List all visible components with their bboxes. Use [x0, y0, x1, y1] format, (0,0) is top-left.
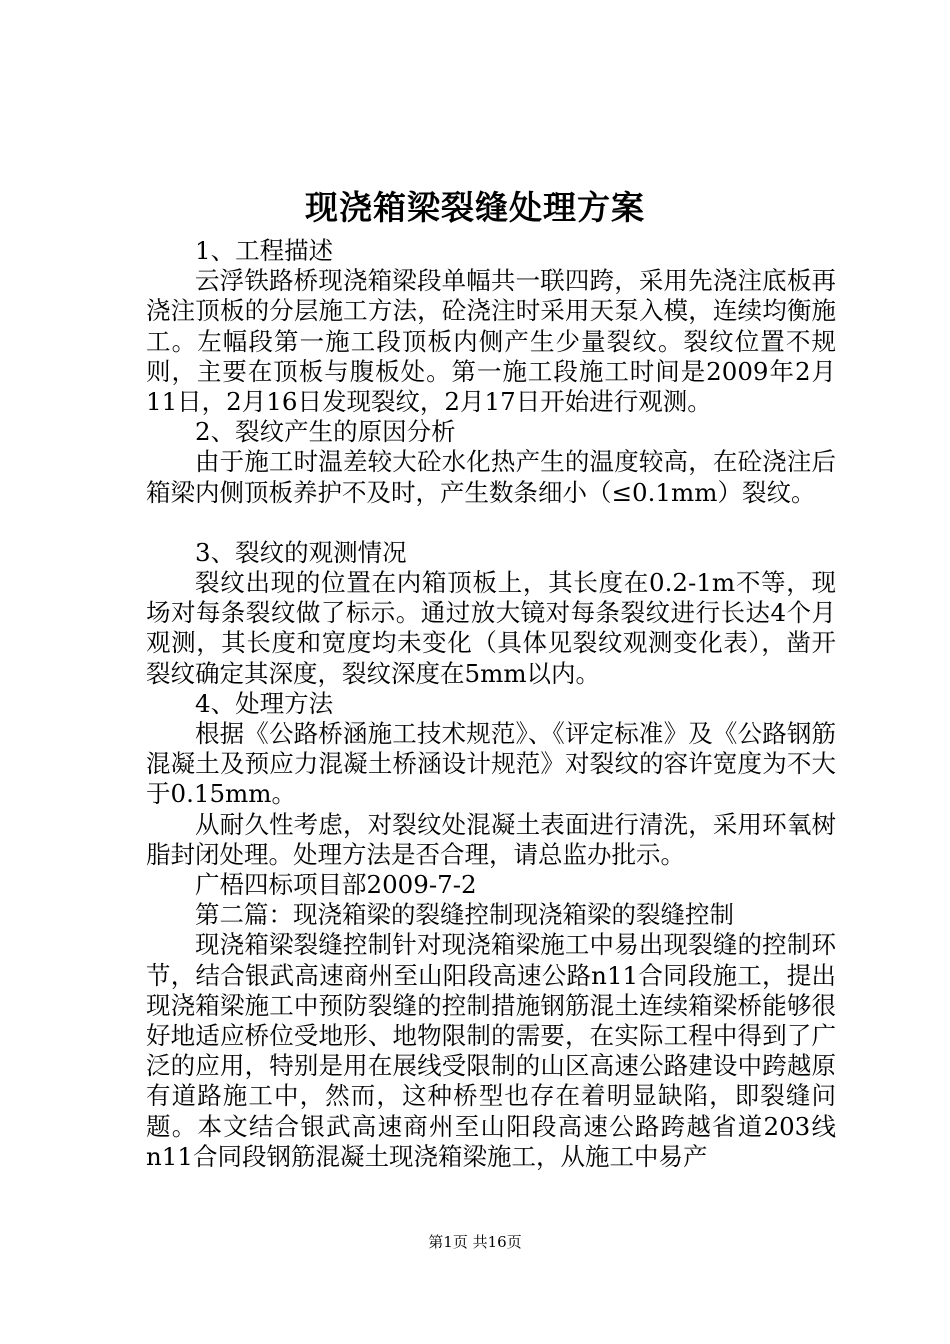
section-heading-3: 3、裂纹的观测情况 [195, 537, 407, 567]
section-heading-2: 2、裂纹产生的原因分析 [195, 417, 456, 447]
paragraph-project-description: 云浮铁路桥现浇箱梁段单幅共一联四跨，采用先浇注底板再浇注顶板的分层施工方法，砼浇注时采用天泵入模，连续均衡施工。左幅段第一施工段顶板内侧产生少量裂纹。裂纹位置不规则，主要在顶板与腹板处。第一施工段施工时间是2009年2月11日，2月16日发现裂纹，2月17日开始进行观测。 [146, 266, 836, 417]
section-heading-part-two: 第二篇：现浇箱梁的裂缝控制现浇箱梁的裂缝控制 [195, 900, 734, 930]
section-heading-4: 4、处理方法 [195, 688, 334, 718]
paragraph-treatment-method: 从耐久性考虑，对裂纹处混凝土表面进行清洗，采用环氧树脂封闭处理。处理方法是否合理，请总监办批示。 [146, 809, 836, 869]
section-heading-1: 1、工程描述 [195, 236, 334, 265]
page-number: 第1页 共16页 [428, 1233, 522, 1251]
paragraph-signature: 广梧四标项目部2009-7-2 [195, 870, 477, 900]
paragraph-cause-analysis: 由于施工时温差较大砼水化热产生的温度较高，在砼浇注后箱梁内侧顶板养护不及时，产生数条细小（≤0.1mm）裂纹。 [146, 447, 836, 507]
paragraph-treatment-basis: 根据《公路桥涵施工技术规范》、《评定标准》及《公路钢筋混凝土及预应力混凝土桥涵设计规范》对裂纹的容许宽度为不大于0.15mm。 [146, 719, 836, 809]
document-body [146, 236, 836, 1172]
document-title: 现浇箱梁裂缝处理方案 [305, 188, 645, 227]
paragraph-observation: 裂纹出现的位置在内箱顶板上，其长度在0.2-1m不等，现场对每条裂纹做了标示。通过放大镜对每条裂纹进行长达4个月观测，其长度和宽度均未变化（具体见裂纹观测变化表），凿开裂纹确定其深度，裂纹深度在5mm以内。 [146, 568, 836, 688]
paragraph-part-two-body: 现浇箱梁裂缝控制针对现浇箱梁施工中易出现裂缝的控制环节，结合银武高速商州至山阳段高速公路n11合同段施工，提出现浇箱梁施工中预防裂缝的控制措施钢筋混土连续箱梁桥能够很好地适应桥位受地形、地物限制的需要，在实际工程中得到了广泛的应用，特别是用在展线受限制的山区高速公路建设中跨越原有道路施工中，然而，这种桥型也存在着明显缺陷，即裂缝问题。本文结合银武高速商州至山阳段高速公路跨越省道203线n11合同段钢筋混凝土现浇箱梁施工，从施工中易产 [146, 930, 836, 1171]
